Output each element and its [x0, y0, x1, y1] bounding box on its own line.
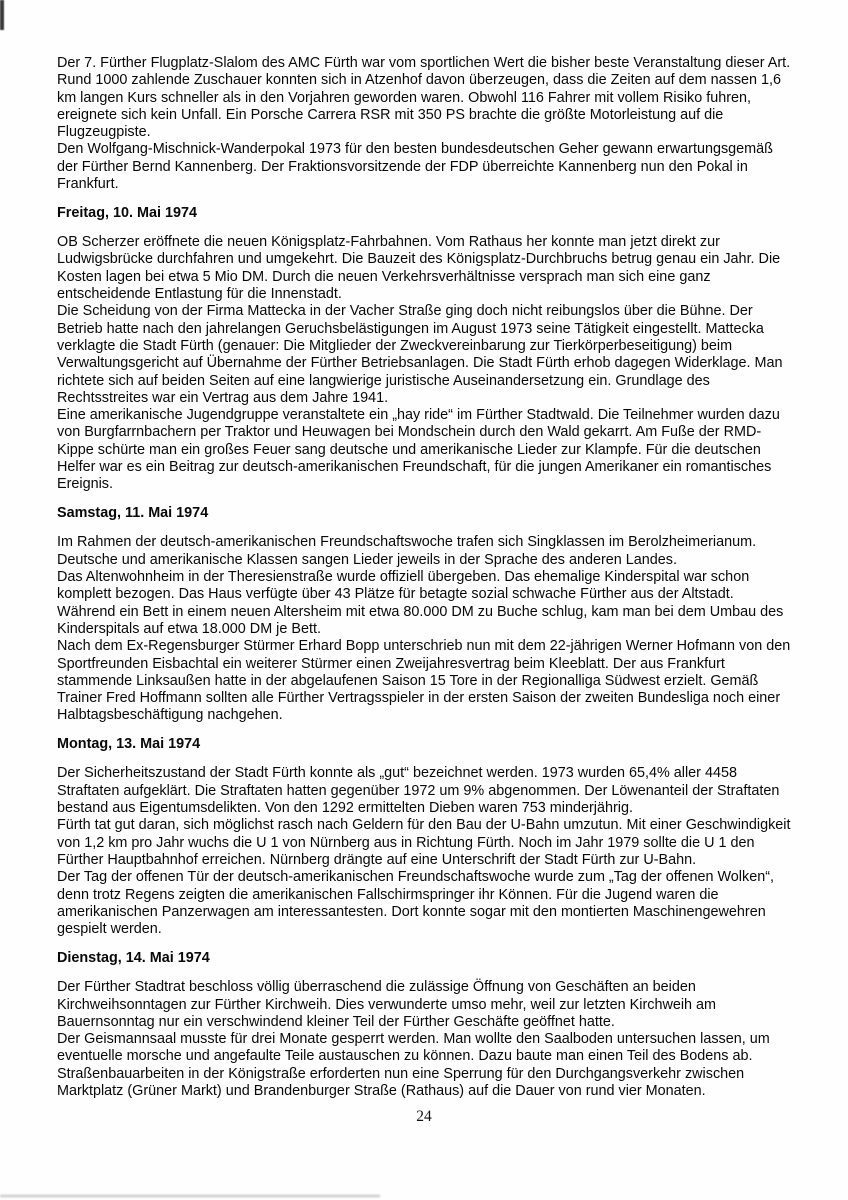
- paragraph: Der Tag der offenen Tür der deutsch-amerikanischen Freundschaftswoche wurde zum „Tag der offenen Wolken“, denn trotz Regens zeigten die amerikanischen Fallschirmspringer ihr Können. Für die Jugend waren die amerikanischen Panzerwagen am interessantesten. Dort konnte sogar mit den montierten Maschinengewehren gespielt werden.: [57, 869, 774, 938]
- page-number: 24: [416, 1108, 432, 1125]
- paragraph: Den Wolfgang-Mischnick-Wanderpokal 1973 für den besten bundesdeutschen Geher gewann erwartungsgemäß der Fürther Bernd Kannenberg. Der Fraktionsvorsitzende der FDP überreichte Kannenberg nun den Pokal in Frankfurt.: [57, 141, 773, 193]
- paragraph: Der 7. Fürther Flugplatz-Slalom des AMC Fürth war vom sportlichen Wert die bisher beste Veranstaltung dieser Art. Rund 1000 zahlende Zuschauer konnten sich in Atzenhof davon überzeugen, dass die Zeiten auf dem nassen 1,6 km langen Kurs schneller als in den Vorjahren geworden waren. Obwohl 116 Fahrer mit vollem Risiko fuhren, ereignete sich kein Unfall. Ein Porsche Carrera RSR mit 350 PS brachte die größte Motorleistung auf die Flugzeugpiste.: [57, 55, 791, 141]
- scan-artifact-top-left: [0, 0, 4, 30]
- paragraph: Straßenbauarbeiten in der Königstraße erforderten nun eine Sperrung für den Durchgangsverkehr zwischen Marktplatz (Grüner Markt) und Brandenburger Straße (Rathaus) auf die Dauer von rund vier Monaten.: [57, 1065, 745, 1100]
- paragraph: Im Rahmen der deutsch-amerikanischen Freundschaftswoche trafen sich Singklassen im Berolzheimerianum. Deutsche und amerikanische Klassen sangen Lieder jeweils in der Sprache des anderen Landes.: [57, 534, 757, 568]
- paragraph: Der Fürther Stadtrat beschloss völlig überraschend die zulässige Öffnung von Geschäften an beiden Kirchweihsonntagen zur Fürther Kirchweih. Dies verwunderte umso mehr, weil zur letzten Kirchweih am Bauernsonntag nur ein verschwindend kleiner Teil der Fürther Geschäfte geöffnet hatte.: [57, 979, 717, 1030]
- date-heading-freitag: Freitag, 10. Mai 1974: [57, 204, 197, 221]
- page-content: [57, 55, 795, 1100]
- date-heading-montag: Montag, 13. Mai 1974: [57, 736, 201, 753]
- paragraph: Der Geismannsaal musste für drei Monate gesperrt werden. Man wollte den Saalboden untersuchen lassen, um eventuelle morsche und angefaulte Teile austauschen zu können. Dazu baute man einen Teil des Bodens ab.: [57, 1031, 770, 1065]
- paragraph: Nach dem Ex-Regensburger Stürmer Erhard Bopp unterschrieb nun mit dem 22-jährigen Werner Hofmann von den Sportfreunden Eisbachtal ein weiterer Stürmer einen Zweijahresvertrag beim Kleeblatt. Der aus Frankfurt stammende Linksaußen hatte in der abgelaufenen Saison 15 Tore in der Regionalliga Südwest erzielt. Gemäß Trainer Fred Hoffmann sollten alle Fürther Vertragsspieler in der ersten Saison der zweiten Bundesliga noch einer Halbtagsbeschäftigung nachgehen.: [57, 638, 791, 724]
- paragraph: Eine amerikanische Jugendgruppe veranstaltete ein „hay ride“ im Fürther Stadtwald. Die Teilnehmer wurden dazu von Burgfarrnbachern per Traktor und Heuwagen bei Mondschein durch den Wald gekarrt. Am Fuße der RMD-Kippe schürte man ein großes Feuer sang deutsche und amerikanische Lieder zur Klampfe. Für die deutschen Helfer war es ein Beitrag zur deutsch-amerikanischen Freundschaft, für die jungen Amerikaner ein romantisches Ereignis.: [57, 407, 780, 493]
- paragraph: OB Scherzer eröffnete die neuen Königsplatz-Fahrbahnen. Vom Rathaus her konnte man jetzt direkt zur Ludwigsbrücke durchfahren und umgekehrt. Die Bauzeit des Königsplatz-Durchbruchs betrug genau ein Jahr. Die Kosten lagen bei etwa 5 Mio DM. Durch die neuen Verkehrsverhältnisse versprach man sich eine ganz entscheidende Entlastung für die Innenstadt.: [57, 234, 781, 303]
- date-heading-samstag: Samstag, 11. Mai 1974: [57, 505, 209, 522]
- scan-artifact-bottom: [0, 1195, 380, 1197]
- paragraph: Fürth tat gut daran, sich möglichst rasch nach Geldern für den Bau der U-Bahn umzutun. Mit einer Geschwindigkeit von 1,2 km pro Jahr wuchs die U 1 von Nürnberg aus in Richtung Fürth. Noch im Jahr 1979 sollte die U 1 den Fürther Hauptbahnhof erreichen. Nürnberg drängte auf eine Unterschrift der Stadt Fürth zur U-Bahn.: [57, 817, 791, 868]
- paragraph: Das Altenwohnheim in der Theresienstraße wurde offiziell übergeben. Das ehemalige Kinderspital war schon komplett bezogen. Das Haus verfügte über 43 Plätze für betagte sozial schwache Fürther aus der Altstadt. Während ein Bett in einem neuen Altersheim mit etwa 80.000 DM zu Buche schlug, kam man bei dem Umbau des Kinderspitals auf etwa 18.000 DM je Bett.: [57, 569, 784, 637]
- date-heading-dienstag: Dienstag, 14. Mai 1974: [57, 949, 210, 966]
- paragraph: Der Sicherheitszustand der Stadt Fürth konnte als „gut“ bezeichnet werden. 1973 wurden 65,4% aller 4458 Straftaten aufgeklärt. Die Straftaten hatten gegenüber 1972 um 9% abgenommen. Der Löwenanteil der Straftaten bestand aus Eigentumsdelikten. Von den 1292 ermittelten Dieben waren 753 minderjährig.: [57, 765, 780, 817]
- paragraph: Die Scheidung von der Firma Mattecka in der Vacher Straße ging doch nicht reibungslos über die Bühne. Der Betrieb hatte nach den jahrelangen Geruchsbelästigungen im August 1973 seine Tätigkeit eingestellt. Mattecka verklagte die Stadt Fürth (genauer: Die Mitglieder der Zweckvereinbarung zur Tierkörperbeseitigung) beim Verwaltungsgericht auf Übernahme der Fürther Betriebsanlagen. Die Stadt Fürth erhob dagegen Widerklage. Man richtete sich auf beiden Seiten auf eine langwierige juristische Auseinandersetzung ein. Grundlage des Rechtsstreites war ein Vertrag aus dem Jahre 1941.: [57, 303, 783, 406]
